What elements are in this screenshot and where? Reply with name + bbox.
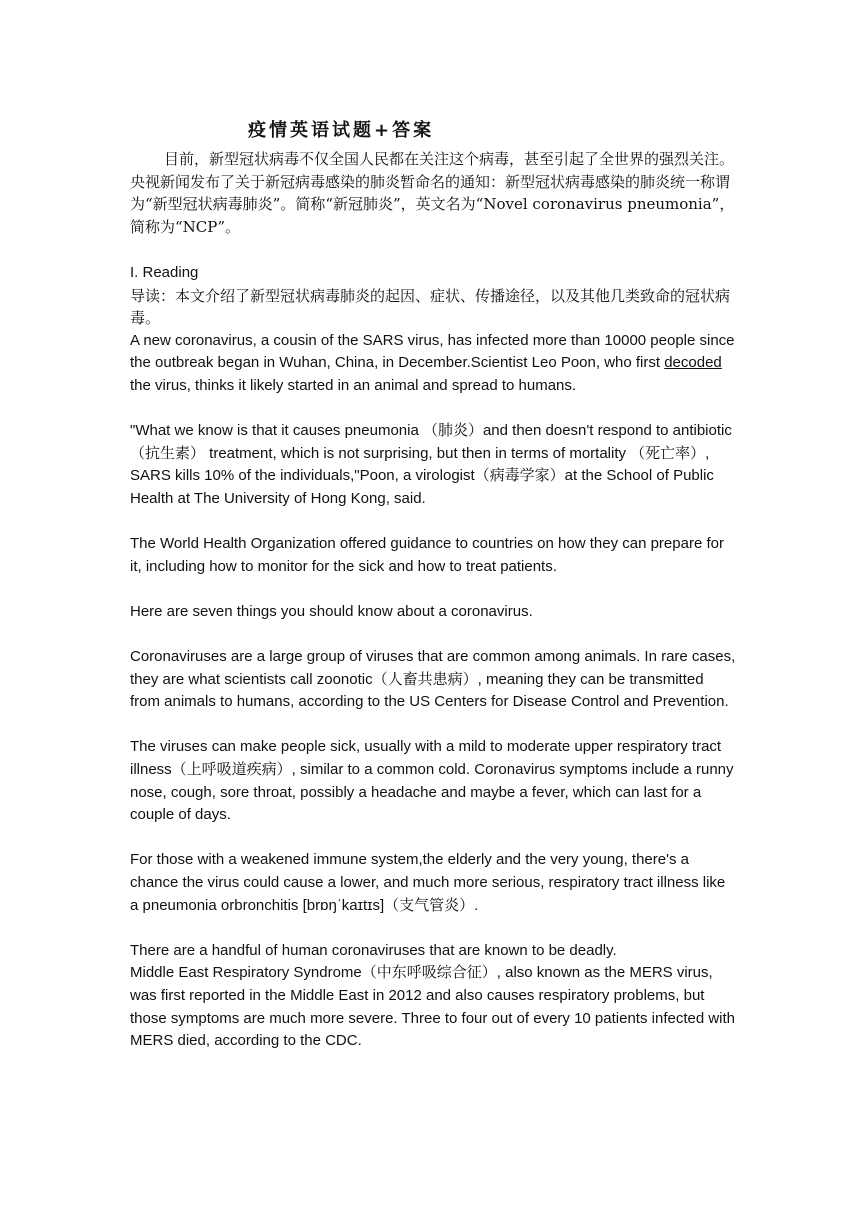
paragraph-7: For those with a weakened immune system,the elderly and the very young, there's a chance the virus could cause a lower, and much more serious, respiratory tract illness like a pneumonia orbronchitis [brɒŋˈkaɪtɪs]（支气管炎）. <box>130 851 726 914</box>
intro-paragraph: 目前，新型冠状病毒不仅全国人民都在关注这个病毒，甚至引起了全世界的强烈关注。央视新闻发布了关于新冠病毒感染的肺炎暂命名的通知：新型冠状病毒感染的肺炎统一称谓为“新型冠状病毒肺炎”。简称“新冠肺炎”，英文名为“Novel coronavirus pneumonia”，简称为“NCP”。 <box>130 150 735 236</box>
paragraph-2: "What we know is that it causes pneumonia （肺炎）and then doesn't respond to antibiotic（抗生素） treatment, which is not surprising, but then in terms of mortality （死亡率）, SARS kills 10% of the individuals,"Poon, a virologist（病毒学家）at the School of Public Health at The University of Hong Kong, said. <box>130 422 732 507</box>
reading-section <box>130 262 736 1053</box>
intro-section <box>130 148 736 238</box>
paragraph-8: There are a handful of human coronaviruses that are known to be deadly. <box>130 941 617 959</box>
paragraph-1 <box>130 330 736 398</box>
underlined-word: decoded <box>664 354 722 372</box>
paragraph-1-text-a: A new coronavirus, a cousin of the SARS virus, has infected more than 10000 people since the outbreak began in Wuhan, China, in December.Scientist Leo Poon, who first <box>130 331 735 372</box>
paragraph-1-text-b: the virus, thinks it likely started in an animal and spread to humans. <box>130 376 577 394</box>
paragraph-3: The World Health Organization offered guidance to countries on how they can prepare for it, including how to monitor for the sick and how to treat patients. <box>130 535 724 575</box>
paragraph-4: Here are seven things you should know about a coronavirus. <box>130 602 533 620</box>
paragraph-9: Middle East Respiratory Syndrome（中东呼吸综合征）, also known as the MERS virus, was first reported in the Middle East in 2012 and also causes respiratory problems, but those symptoms are much more severe. Three to four out of every 10 patients infected with MERS died, according to the CDC. <box>130 964 736 1050</box>
reading-guide: 导读：本文介绍了新型冠状病毒肺炎的起因、症状、传播途径，以及其他几类致命的冠状病毒。 <box>130 286 731 328</box>
section-heading: I. Reading <box>130 264 199 281</box>
document-title: 疫情英语试题+答案 <box>248 120 435 141</box>
paragraph-5: Coronaviruses are a large group of viruses that are common among animals. In rare cases, they are what scientists call zoonotic（人畜共患病）, meaning they can be transmitted from animals to humans, according to the US Centers for Disease Control and Prevention. <box>130 648 736 711</box>
paragraph-6: The viruses can make people sick, usually with a mild to moderate upper respiratory tract illness（上呼吸道疾病）, similar to a common cold. Coronavirus symptoms include a runny nose, cough, sore throat, possibly a headache and maybe a fever, which can last for a couple of days. <box>130 738 734 824</box>
